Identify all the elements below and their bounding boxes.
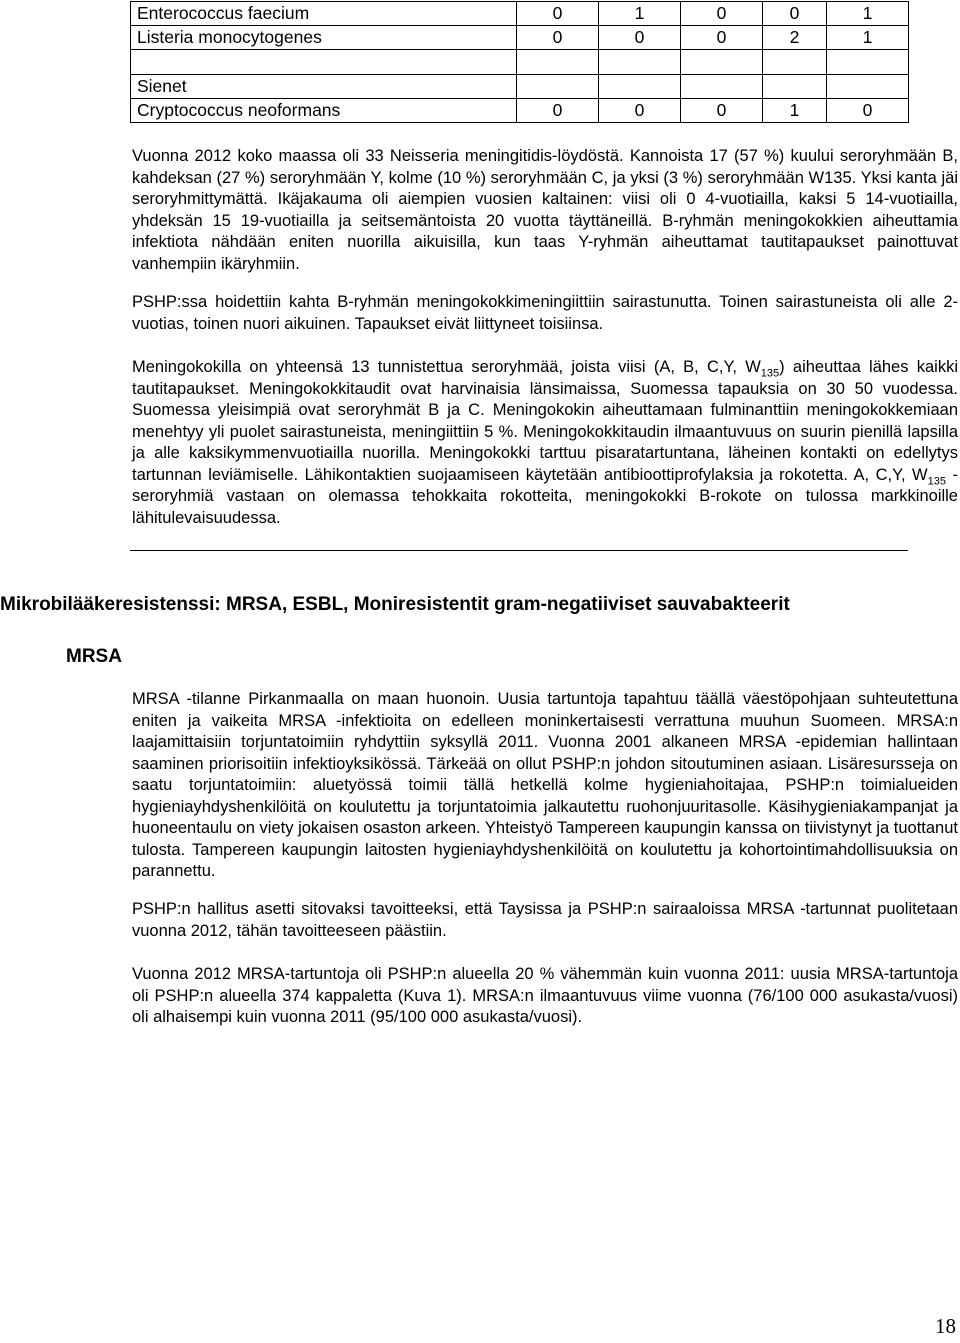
paragraph-meningococcal-serogroups (132, 357, 958, 529)
table-cell: 1 (827, 26, 909, 50)
table-cell: 0 (681, 99, 763, 123)
paragraph-text: Meningokokilla on yhteensä 13 tunnistettua seroryhmää, joista viisi (A, B, C,Y, W (132, 358, 761, 376)
table-cell: 0 (517, 2, 599, 26)
table-cell: 0 (827, 99, 909, 123)
organism-table-body (131, 2, 909, 123)
table-cell (517, 75, 599, 99)
table-cell: 1 (827, 2, 909, 26)
paragraph-mrsa-goal: PSHP:n hallitus asetti sitovaksi tavoitteeksi, että Taysissa ja PSHP:n sairaaloissa MRSA -tartunnat puolitetaan vuonna 2012, tähän tavoitteeseen päästiin. (132, 900, 958, 940)
table-cell: 0 (763, 2, 827, 26)
table-cell (681, 50, 763, 75)
table-row (131, 99, 909, 123)
table-cell: 0 (517, 26, 599, 50)
section-heading: Mikrobilääkeresistenssi: MRSA, ESBL, Moniresistentit gram-negatiiviset sauvabakteerit (0, 594, 790, 615)
subscript: 135 (927, 474, 946, 487)
table-cell: 1 (599, 2, 681, 26)
table-cell (131, 50, 517, 75)
table-cell: 0 (517, 99, 599, 123)
table-cell: 0 (599, 26, 681, 50)
table-cell (763, 50, 827, 75)
table-row (131, 75, 909, 99)
table-cell: 0 (599, 99, 681, 123)
table-cell: 2 (763, 26, 827, 50)
table-row (131, 2, 909, 26)
table-cell: 1 (763, 99, 827, 123)
table-cell (599, 50, 681, 75)
organism-name: Cryptococcus neoformans (131, 99, 517, 123)
table-cell (763, 75, 827, 99)
paragraph-pshp-meningococcal-cases: PSHP:ssa hoidettiin kahta B-ryhmän meningokokkimeningiittiin sairastunutta. Toinen sairastuneista oli alle 2-vuotias, toinen nuori aikuinen. Tapaukset eivät liittyneet toisiinsa. (132, 293, 958, 333)
table-cell (827, 50, 909, 75)
table-cell: 0 (681, 2, 763, 26)
table-row (131, 26, 909, 50)
organism-name: Listeria monocytogenes (131, 26, 517, 50)
page-number: 18 (935, 1314, 956, 1338)
sub-heading-mrsa: MRSA (66, 646, 122, 667)
table-cell (517, 50, 599, 75)
group-label: Sienet (131, 75, 517, 99)
organism-name: Enterococcus faecium (131, 2, 517, 26)
subscript: 135 (760, 367, 780, 380)
section-divider (130, 550, 908, 551)
table-row-empty (131, 50, 909, 75)
table-cell (599, 75, 681, 99)
table-cell (681, 75, 763, 99)
paragraph-text: ) aiheuttaa lähes kaikki tautitapaukset. Meningokokkitaudit ovat harvinaisia länsimaissa, Suomessa tapauksia on 30 50 vuodessa. Suomessa yleisimpiä ovat seroryhmät B ja C. Meningokokin aiheuttamaan fulminanttiin meningokokkemiaan menehtyy yli puolet sairastuneista, meningiittiin 5 %. Meningokokkitaudin ilmaantuvuus on suurin pienillä lapsilla ja alle kaksikymmenvuotiailla nuorilla. Meningokokki tarttuu pisaratartuntana, läheinen kontakti on edellytys tartunnan leviämiselle. Lähikontaktien suojaamiseen käytetään antibioottiprofylaksia ja rokotetta. A, C,Y, W (132, 358, 958, 484)
organism-table (130, 1, 909, 123)
paragraph-neisseria-2012: Vuonna 2012 koko maassa oli 33 Neisseria meningitidis-löydöstä. Kannoista 17 (57 %) kuului seroryhmään B, kahdeksan (27 %) seroryhmään Y, kolme (10 %) seroryhmään C, ja yksi (3 %) seroryhmään W135. Yksi kanta jäi seroryhmittymättä. Ikäjakauma oli aiempien vuosien kaltainen: viisi oli 0 4-vuotiailla, kaksi 5 14-vuotiailla, yhdeksän 15 19-vuotiailla ja seitsemäntoista 20 vuotta täyttäneillä. B-ryhmän meningokokkien aiheuttamia infektiota nähdään eniten nuorilla aikuisilla, kun taas Y-ryhmän aiheuttamat tautitapaukset painottuvat vanhempiin ikäryhmiin. (132, 147, 958, 273)
table-cell (827, 75, 909, 99)
paragraph-text: -seroryhmiä vastaan on olemassa tehokkaita rokotteita, meningokokki B-rokote on tulossa markkinoille lähitulevaisuudessa. (132, 465, 958, 527)
paragraph-mrsa-situation: MRSA -tilanne Pirkanmaalla on maan huonoin. Uusia tartuntoja tapahtuu täällä väestöpohjaan suhteutettuna eniten ja vaikeita MRSA -infektioita on edelleen moninkertaisesti verrattuna muuhun Suomeen. MRSA:n laajamittaisiin torjuntatoimiin ryhdyttiin syksyllä 2011. Vuonna 2001 alkaneen MRSA -epidemian hallintaan saaminen priorisoitiin infektioyksikössä. Tärkeää on ollut PSHP:n johdon sitoutuminen asiaan. Lisäresursseja on saatu torjuntatoimiin: aluetyössä toimii tällä hetkellä kolme hygieniahoitajaa, PSHP:n toimialueiden hygieniayhdyshenkilöitä on koulutettu ja torjuntatoimia jalkautettu ruohonjuuritasolle. Käsihygieniakampanjat ja huoneentaulu on viety jokaisen osaston arkeen. Yhteistyö Tampereen kaupungin kanssa on tiivistynyt ja tuottanut tulosta. Tampereen kaupungin laitosten hygieniayhdyshenkilöitä on koulutettu ja kohortointimahdollisuuksia on parannettu. (132, 690, 958, 880)
paragraph-mrsa-2012: Vuonna 2012 MRSA-tartuntoja oli PSHP:n alueella 20 % vähemmän kuin vuonna 2011: uusia MRSA-tartuntoja oli PSHP:n alueella 374 kappaletta (Kuva 1). MRSA:n ilmaantuvuus viime vuonna (76/100 000 asukasta/vuosi) oli alhaisempi kuin vuonna 2011 (95/100 000 asukasta/vuosi). (132, 965, 958, 1026)
table-cell: 0 (681, 26, 763, 50)
